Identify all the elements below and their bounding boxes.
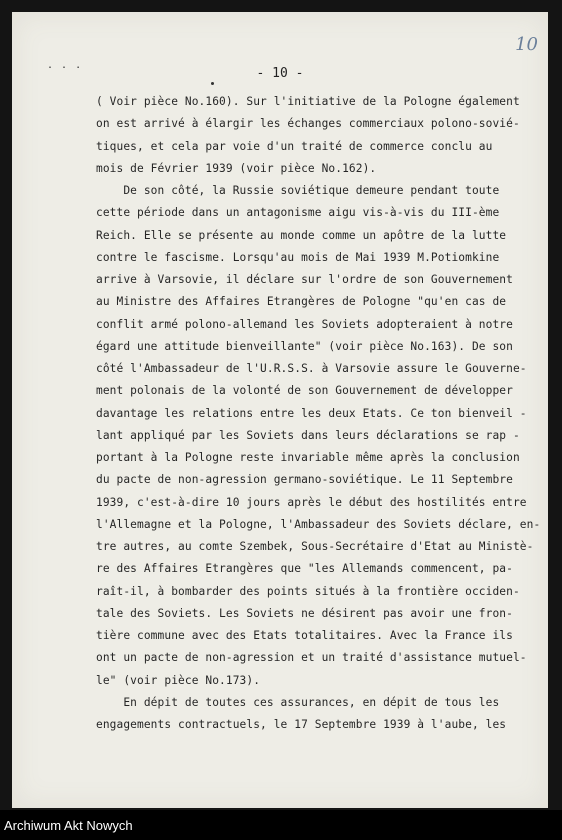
text-line: arrive à Varsovie, il déclare sur l'ordre de son Gouvernement bbox=[96, 273, 513, 286]
footer-bar bbox=[0, 810, 562, 840]
text-line: re des Affaires Etrangères que "les Allemands commencent, pa- bbox=[96, 562, 513, 576]
body-text bbox=[96, 91, 540, 736]
text-line: au Ministre des Affaires Etrangères de Pologne "qu'en cas de bbox=[96, 295, 507, 309]
text-line: contre le fascisme. Lorsqu'au mois de Mai 1939 M.Potiomkine bbox=[96, 250, 500, 264]
archive-page-number: 10 bbox=[515, 34, 538, 55]
text-line: côté l'Ambassadeur de l'U.R.S.S. à Varsovie assure le Gouverne- bbox=[96, 362, 527, 375]
corner-mark: . . . bbox=[47, 60, 83, 71]
text-line: lant appliqué par les Soviets dans leurs déclarations se rap - bbox=[96, 428, 520, 442]
text-line: davantage les relations entre les deux Etats. Ce ton bienveil - bbox=[96, 406, 527, 420]
text-line: le" (voir pièce No.173). bbox=[96, 673, 261, 687]
text-line: Reich. Elle se présente au monde comme un apôtre de la lutte bbox=[96, 228, 507, 242]
text-line: ment polonais de la volonté de son Gouvernement de développer bbox=[96, 384, 513, 398]
text-line: tiques, et cela par voie d'un traité de commerce conclu au bbox=[96, 139, 493, 153]
text-line: tière commune avec des Etats totalitaires. Avec la France ils bbox=[96, 629, 513, 642]
text-line: mois de Février 1939 (voir pièce No.162). bbox=[96, 161, 377, 175]
text-line: égard une attitude bienveillante" (voir pièce No.163). De son bbox=[96, 339, 513, 353]
text-line: portant à la Pologne reste invariable même après la conclusion bbox=[96, 451, 520, 464]
text-line: En dépit de toutes ces assurances, en dépit de tous les bbox=[96, 695, 500, 709]
text-line: conflit armé polono-allemand les Soviets adopteraient à notre bbox=[96, 317, 513, 331]
text-line: l'Allemagne et la Pologne, l'Ambassadeur des Soviets déclare, en- bbox=[96, 517, 541, 531]
page-number: - 10 - bbox=[256, 66, 304, 81]
archive-name: Archiwum Akt Nowych bbox=[4, 818, 133, 833]
ink-dot bbox=[211, 82, 214, 85]
text-line: ( Voir pièce No.160). Sur l'initiative de la Pologne également bbox=[96, 95, 520, 108]
text-line: cette période dans un antagonisme aigu vis-à-vis du III-ème bbox=[96, 206, 500, 220]
document-page bbox=[12, 12, 548, 808]
text-line: tre autres, au comte Szembek, Sous-Secrétaire d'Etat au Ministè- bbox=[96, 540, 534, 553]
text-line: De son côté, la Russie soviétique demeure pendant toute bbox=[96, 184, 500, 197]
text-line: 1939, c'est-à-dire 10 jours après le début des hostilités entre bbox=[96, 495, 527, 509]
text-line: du pacte de non-agression germano-soviétique. Le 11 Septembre bbox=[96, 473, 513, 487]
text-line: on est arrivé à élargir les échanges commerciaux polono-sovié- bbox=[96, 117, 520, 131]
text-line: tale des Soviets. Les Soviets ne désirent pas avoir une fron- bbox=[96, 606, 513, 620]
text-line: ont un pacte de non-agression et un traité d'assistance mutuel- bbox=[96, 651, 527, 665]
text-line: engagements contractuels, le 17 Septembre 1939 à l'aube, les bbox=[96, 718, 507, 731]
text-line: raît-il, à bombarder des points situés à la frontière occiden- bbox=[96, 584, 520, 598]
